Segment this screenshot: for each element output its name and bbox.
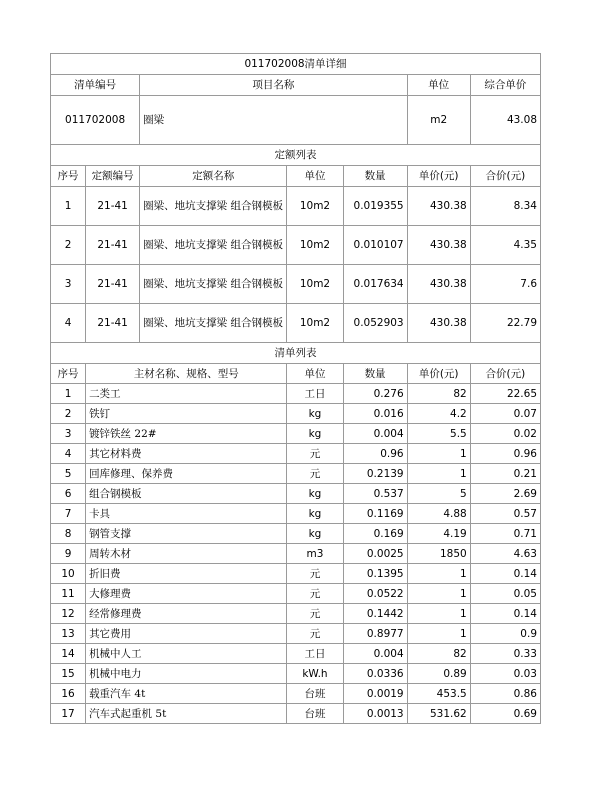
material-unit: kg: [287, 404, 343, 424]
material-col-name: 主材名称、规格、型号: [86, 364, 287, 384]
quota-col-price: 单价(元): [407, 166, 470, 187]
material-qty: 0.0336: [343, 664, 407, 684]
material-qty: 0.1169: [343, 504, 407, 524]
material-qty: 0.537: [343, 484, 407, 504]
material-total: 0.03: [470, 664, 540, 684]
quota-code: 21-41: [86, 187, 140, 226]
material-total: 0.57: [470, 504, 540, 524]
material-qty: 0.96: [343, 444, 407, 464]
material-section-title: 清单列表: [51, 343, 541, 364]
material-name: 机械中电力: [86, 664, 287, 684]
material-price: 1: [407, 444, 470, 464]
material-col-price: 单价(元): [407, 364, 470, 384]
quota-unit: 10m2: [287, 226, 343, 265]
material-row: [51, 584, 541, 604]
material-row: [51, 524, 541, 544]
quota-qty: 0.010107: [343, 226, 407, 265]
material-total: 0.21: [470, 464, 540, 484]
material-total: 0.14: [470, 564, 540, 584]
bill-code: 011702008: [51, 96, 140, 145]
material-unit: m3: [287, 544, 343, 564]
material-name: 其它材料费: [86, 444, 287, 464]
quota-no: 2: [51, 226, 86, 265]
material-no: 8: [51, 524, 86, 544]
quota-section-title: 定额列表: [51, 145, 541, 166]
material-no: 3: [51, 424, 86, 444]
material-qty: 0.0019: [343, 684, 407, 704]
material-name: 回库修理、保养费: [86, 464, 287, 484]
material-unit: kg: [287, 524, 343, 544]
material-row: [51, 404, 541, 424]
material-price: 5.5: [407, 424, 470, 444]
material-no: 1: [51, 384, 86, 404]
material-name: 载重汽车 4t: [86, 684, 287, 704]
bill-detail-table: [50, 53, 541, 724]
material-price: 4.88: [407, 504, 470, 524]
material-name: 组合钢模板: [86, 484, 287, 504]
material-row: [51, 484, 541, 504]
quota-no: 4: [51, 304, 86, 343]
material-no: 17: [51, 704, 86, 724]
material-price: 0.89: [407, 664, 470, 684]
quota-name: 圈梁、地坑支撑梁 组合钢模板: [140, 265, 287, 304]
material-row: [51, 444, 541, 464]
material-price: 1: [407, 584, 470, 604]
material-unit: 元: [287, 564, 343, 584]
material-no: 12: [51, 604, 86, 624]
material-price: 82: [407, 384, 470, 404]
material-unit: 元: [287, 604, 343, 624]
quota-total: 4.35: [470, 226, 540, 265]
material-row: [51, 664, 541, 684]
material-row: [51, 624, 541, 644]
material-no: 2: [51, 404, 86, 424]
material-col-unit: 单位: [287, 364, 343, 384]
material-price: 1: [407, 564, 470, 584]
material-name: 其它费用: [86, 624, 287, 644]
material-unit: kg: [287, 504, 343, 524]
material-row: [51, 564, 541, 584]
material-total: 0.86: [470, 684, 540, 704]
material-row: [51, 604, 541, 624]
material-no: 13: [51, 624, 86, 644]
quota-code: 21-41: [86, 226, 140, 265]
material-qty: 0.004: [343, 424, 407, 444]
material-no: 6: [51, 484, 86, 504]
quota-unit: 10m2: [287, 265, 343, 304]
quota-code: 21-41: [86, 304, 140, 343]
quota-qty: 0.019355: [343, 187, 407, 226]
material-row: [51, 464, 541, 484]
material-total: 0.07: [470, 404, 540, 424]
quota-col-qty: 数量: [343, 166, 407, 187]
bill-name: 圈梁: [140, 96, 407, 145]
quota-no: 3: [51, 265, 86, 304]
quota-qty: 0.052903: [343, 304, 407, 343]
material-no: 7: [51, 504, 86, 524]
material-qty: 0.276: [343, 384, 407, 404]
quota-row: [51, 265, 541, 304]
quota-col-total: 合价(元): [470, 166, 540, 187]
quota-total: 22.79: [470, 304, 540, 343]
material-unit: 台班: [287, 684, 343, 704]
material-row: [51, 504, 541, 524]
quota-name: 圈梁、地坑支撑梁 组合钢模板: [140, 187, 287, 226]
quota-price: 430.38: [407, 187, 470, 226]
material-qty: 0.004: [343, 644, 407, 664]
material-no: 15: [51, 664, 86, 684]
quota-unit: 10m2: [287, 187, 343, 226]
material-total: 0.05: [470, 584, 540, 604]
material-price: 82: [407, 644, 470, 664]
quota-price: 430.38: [407, 265, 470, 304]
material-qty: 0.0025: [343, 544, 407, 564]
material-price: 1: [407, 464, 470, 484]
material-unit: 工日: [287, 384, 343, 404]
material-unit: kg: [287, 484, 343, 504]
quota-total: 8.34: [470, 187, 540, 226]
material-price: 5: [407, 484, 470, 504]
material-name: 铁钉: [86, 404, 287, 424]
material-total: 0.33: [470, 644, 540, 664]
material-no: 5: [51, 464, 86, 484]
quota-name: 圈梁、地坑支撑梁 组合钢模板: [140, 226, 287, 265]
material-total: 0.9: [470, 624, 540, 644]
material-no: 10: [51, 564, 86, 584]
material-qty: 0.0522: [343, 584, 407, 604]
quota-price: 430.38: [407, 304, 470, 343]
material-col-total: 合价(元): [470, 364, 540, 384]
material-total: 0.14: [470, 604, 540, 624]
material-total: 0.02: [470, 424, 540, 444]
material-no: 11: [51, 584, 86, 604]
material-row: [51, 384, 541, 404]
material-total: 0.69: [470, 704, 540, 724]
material-name: 折旧费: [86, 564, 287, 584]
material-unit: 元: [287, 464, 343, 484]
quota-unit: 10m2: [287, 304, 343, 343]
quota-col-name: 定额名称: [140, 166, 287, 187]
material-name: 大修理费: [86, 584, 287, 604]
material-total: 0.96: [470, 444, 540, 464]
material-price: 531.62: [407, 704, 470, 724]
material-price: 453.5: [407, 684, 470, 704]
material-unit: 元: [287, 624, 343, 644]
material-unit: 元: [287, 444, 343, 464]
material-price: 1: [407, 624, 470, 644]
material-qty: 0.8977: [343, 624, 407, 644]
material-total: 0.71: [470, 524, 540, 544]
material-col-qty: 数量: [343, 364, 407, 384]
material-no: 14: [51, 644, 86, 664]
quota-col-no: 序号: [51, 166, 86, 187]
material-unit: 台班: [287, 704, 343, 724]
material-total: 22.65: [470, 384, 540, 404]
material-total: 2.69: [470, 484, 540, 504]
material-col-no: 序号: [51, 364, 86, 384]
material-qty: 0.2139: [343, 464, 407, 484]
table-title: 011702008清单详细: [51, 54, 541, 75]
quota-col-unit: 单位: [287, 166, 343, 187]
quota-header-row: [51, 166, 541, 187]
quota-row: [51, 187, 541, 226]
material-row: [51, 424, 541, 444]
material-qty: 0.0013: [343, 704, 407, 724]
material-no: 16: [51, 684, 86, 704]
material-price: 4.19: [407, 524, 470, 544]
material-row: [51, 704, 541, 724]
material-name: 镀锌铁丝 22#: [86, 424, 287, 444]
bill-price: 43.08: [470, 96, 540, 145]
quota-name: 圈梁、地坑支撑梁 组合钢模板: [140, 304, 287, 343]
material-price: 1: [407, 604, 470, 624]
quota-code: 21-41: [86, 265, 140, 304]
material-row: [51, 544, 541, 564]
quota-no: 1: [51, 187, 86, 226]
material-price: 1850: [407, 544, 470, 564]
material-row: [51, 644, 541, 664]
material-name: 卡具: [86, 504, 287, 524]
quota-qty: 0.017634: [343, 265, 407, 304]
code-label: 清单编号: [51, 75, 140, 96]
unit-label: 单位: [407, 75, 470, 96]
material-header-row: [51, 364, 541, 384]
material-unit: 元: [287, 584, 343, 604]
material-row: [51, 684, 541, 704]
material-name: 周转木材: [86, 544, 287, 564]
material-name: 机械中人工: [86, 644, 287, 664]
material-price: 4.2: [407, 404, 470, 424]
bill-unit: m2: [407, 96, 470, 145]
quota-row: [51, 226, 541, 265]
material-unit: 工日: [287, 644, 343, 664]
material-name: 经常修理费: [86, 604, 287, 624]
material-name: 钢管支撑: [86, 524, 287, 544]
quota-col-code: 定额编号: [86, 166, 140, 187]
quota-row: [51, 304, 541, 343]
price-label: 综合单价: [470, 75, 540, 96]
material-qty: 0.169: [343, 524, 407, 544]
material-qty: 0.1395: [343, 564, 407, 584]
material-total: 4.63: [470, 544, 540, 564]
material-name: 汽车式起重机 5t: [86, 704, 287, 724]
material-no: 4: [51, 444, 86, 464]
quota-price: 430.38: [407, 226, 470, 265]
material-no: 9: [51, 544, 86, 564]
material-unit: kg: [287, 424, 343, 444]
material-name: 二类工: [86, 384, 287, 404]
material-qty: 0.016: [343, 404, 407, 424]
material-unit: kW.h: [287, 664, 343, 684]
name-label: 项目名称: [140, 75, 407, 96]
material-qty: 0.1442: [343, 604, 407, 624]
quota-total: 7.6: [470, 265, 540, 304]
